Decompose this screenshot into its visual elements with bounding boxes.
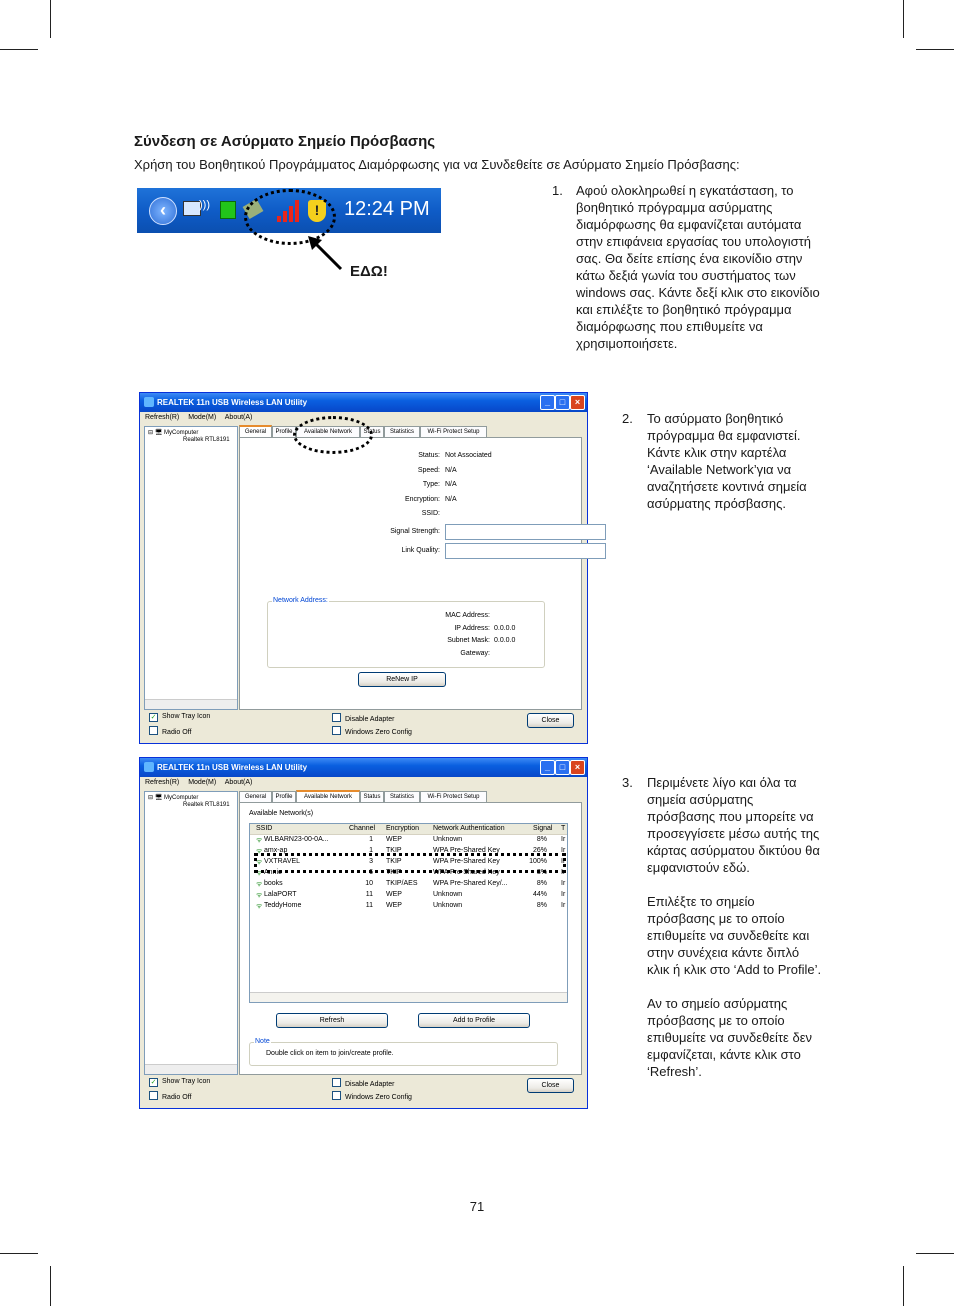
security-shield-icon[interactable]: ! (308, 200, 326, 222)
cell-encryption: WEP (386, 891, 402, 898)
back-arrow-icon[interactable]: ‹ (149, 197, 177, 225)
menu-mode[interactable]: Mode(M) (188, 414, 217, 421)
app-icon (144, 762, 154, 772)
radio-off-checkbox[interactable]: Radio Off (149, 726, 191, 736)
wireless-wave-icon: ))) (199, 199, 210, 211)
cell-auth: Unknown (433, 902, 463, 909)
ssid-label: SSID: (421, 510, 440, 517)
cell-ssid: Annie (264, 869, 282, 876)
step-text: Επιλέξτε το σημείο πρόσβασης με το οποίο επιθυμείτε να συνδεθείτε και στην συνέχεια κάντε διπλό κλικ ή κλικ στο ‘Add to Profile’. (647, 894, 822, 977)
wifi-signal-icon: ᯤ (256, 870, 263, 877)
wifi-signal-icon: ᯤ (256, 881, 263, 888)
menu-refresh[interactable]: Refresh(R) (145, 779, 180, 786)
disable-adapter-checkbox[interactable]: Disable Adapter (332, 713, 394, 723)
col-signal[interactable]: Signal (533, 825, 553, 832)
cell-auth: WPA Pre-Shared Key (433, 847, 500, 854)
mask-label: Subnet Mask: (447, 637, 490, 644)
cell-type: Ir (561, 891, 566, 898)
cell-signal: 100% (529, 858, 547, 865)
cell-type: Ir (561, 880, 566, 887)
here-label: ΕΔΩ! (350, 263, 388, 280)
highlight-row-box (254, 853, 566, 873)
tab-wifi-protect-setup[interactable]: Wi-Fi Protect Setup (420, 426, 487, 437)
tab-available-network[interactable]: Available Network (296, 426, 360, 437)
cell-channel: 1 (369, 836, 373, 843)
close-button[interactable]: Close (527, 1078, 574, 1093)
tray-clock: 12:24 PM (344, 198, 430, 220)
tree-adapter[interactable]: Realtek RTL8191 (183, 437, 230, 443)
cell-signal: 44% (532, 891, 547, 898)
cell-ssid: amx-ap (264, 847, 288, 854)
crop-mark (903, 1266, 904, 1306)
step-3 (622, 774, 822, 1097)
available-panel (239, 802, 582, 1075)
crop-mark (0, 1253, 38, 1254)
step-number: 1. (552, 183, 563, 198)
pointer-arrow-icon (305, 233, 345, 273)
encryption-label: Encryption: (404, 496, 440, 503)
maximize-button[interactable]: □ (555, 760, 570, 775)
app-icon (144, 397, 154, 407)
type-label: Type: (422, 481, 440, 488)
gateway-label: Gateway: (460, 650, 490, 657)
show-tray-checkbox[interactable]: ✓ Show Tray Icon (150, 713, 211, 721)
signal-strength-bar (445, 524, 606, 540)
encryption-value: N/A (445, 496, 457, 503)
close-window-button[interactable]: × (570, 760, 585, 775)
refresh-button[interactable]: Refresh (276, 1013, 388, 1028)
network-list-header (250, 824, 567, 835)
note-text: Double click on item to join/create profile. (266, 1050, 394, 1057)
cell-encryption: TKIP (386, 847, 402, 854)
mac-label: MAC Address: (445, 612, 490, 619)
ip-label: IP Address: (454, 625, 490, 632)
cell-encryption: WEP (386, 902, 402, 909)
link-quality-label: Link Quality: (401, 547, 440, 554)
step-text: Αφού ολοκληρωθεί η εγκατάσταση, το βοηθητικό πρόγραμμα ασύρματης διαμόρφωσης θα εμφανίζεται αυτόματα στην επιφάνεια εργασίας του υπολογιστή σας. Θα δείτε επίσης ένα εικονίδιο στην κάτω δεξιά γωνία του συστήματος των windows σας. Κάντε δεξί κλικ στο εικονίδιο και επιλέξτε το βοηθητικό πρόγραμμα διαμόρφωσης που επιθυμείτε να χρησιμοποιήσετε. (576, 183, 820, 351)
cell-channel: 1 (369, 847, 373, 854)
utility-window-available (139, 757, 588, 1109)
step-2 (622, 410, 822, 512)
note-title: Note (255, 1038, 270, 1045)
cell-ssid: VXTRAVEL (264, 858, 301, 865)
status-value: Not Associated (445, 452, 492, 459)
tab-status[interactable]: Status (360, 791, 384, 802)
minimize-button[interactable]: _ (540, 395, 555, 410)
device-tree[interactable] (144, 426, 238, 710)
page-number: 71 (469, 1199, 485, 1214)
network-list-scrollbar[interactable] (250, 992, 567, 1002)
page-title: Σύνδεση σε Ασύρματο Σημείο Πρόσβασης (134, 133, 436, 150)
cell-ssid: LalaPORT (264, 891, 297, 898)
col-type[interactable]: T (561, 825, 566, 832)
disable-adapter-checkbox[interactable]: Disable Adapter (332, 1078, 394, 1088)
cell-channel: 11 (365, 902, 373, 909)
intro-text: Χρήση του Βοηθητικού Προγράμματος Διαμόρφωσης για να Συνδεθείτε σε Ασύρματο Σημείο Πρόσβασης: (134, 157, 740, 172)
tab-available-network[interactable]: Available Network (296, 790, 360, 803)
menu-about[interactable]: About(A) (224, 414, 253, 421)
cell-signal: 8% (536, 902, 547, 909)
cell-signal: 8% (536, 869, 547, 876)
cell-signal: 8% (536, 836, 547, 843)
network-list[interactable] (249, 823, 568, 1003)
tab-statistics[interactable]: Statistics (384, 426, 420, 437)
general-panel (239, 437, 582, 710)
col-ssid[interactable]: SSID (256, 825, 273, 832)
crop-mark (50, 1266, 51, 1306)
close-window-button[interactable]: × (570, 395, 585, 410)
cell-encryption: WEP (386, 836, 402, 843)
tab-profile[interactable]: Profile (272, 426, 296, 437)
wifi-signal-icon: ᯤ (256, 837, 263, 844)
tab-general[interactable]: General (239, 791, 272, 802)
renew-ip-button[interactable]: ReNew IP (358, 672, 446, 687)
table-row[interactable] (250, 836, 567, 846)
window-title: REALTEK 11n USB Wireless LAN Utility (157, 763, 308, 772)
cell-channel: 11 (365, 891, 373, 898)
tree-scrollbar[interactable] (145, 699, 237, 709)
tree-root[interactable]: ⊟ 🖥 MyComputer (148, 430, 199, 436)
device-tree[interactable] (144, 791, 238, 1075)
step-text: Περιμένετε λίγο και όλα τα σημεία ασύρματης πρόσβασης που μπορείτε να προσεγγίσετε μέσω αυτής της κάρτας ασύρματου δικτύου θα εμφανιστούν εδώ. (647, 775, 820, 875)
cell-signal: 26% (532, 847, 547, 854)
cell-auth: Unknown (433, 891, 463, 898)
tree-scrollbar[interactable] (145, 1064, 237, 1074)
col-encryption[interactable]: Encryption (386, 825, 420, 832)
crop-mark (903, 0, 904, 38)
cell-type: Ir (561, 869, 566, 876)
cell-type: Ir (561, 836, 566, 843)
cell-type: Ir (561, 902, 566, 909)
close-button[interactable]: Close (527, 713, 574, 728)
add-to-profile-button[interactable]: Add to Profile (418, 1013, 530, 1028)
col-channel[interactable]: Channel (349, 825, 376, 832)
col-auth[interactable]: Network Authentication (433, 825, 505, 832)
link-quality-bar (445, 543, 606, 559)
signal-strength-label: Signal Strength: (390, 528, 440, 535)
green-square-icon[interactable] (220, 201, 236, 219)
maximize-button[interactable]: □ (555, 395, 570, 410)
wifi-signal-icon: ᯤ (256, 892, 263, 899)
wifi-signal-icon: ᯤ (256, 848, 263, 855)
step-text: Αν το σημείο ασύρματης πρόσβασης με το οποίο επιθυμείτε να συνδεθείτε δεν εμφανίζεται, κάντε κλικ στο ‘Refresh’. (647, 996, 812, 1079)
step-number: 3. (622, 775, 633, 790)
tab-statistics[interactable]: Statistics (384, 791, 420, 802)
menu-bar (145, 779, 259, 786)
table-row[interactable] (250, 880, 567, 890)
cell-type: Ir (561, 858, 566, 865)
minimize-button[interactable]: _ (540, 760, 555, 775)
type-value: N/A (445, 481, 457, 488)
tab-wifi-protect-setup[interactable]: Wi-Fi Protect Setup (420, 791, 487, 802)
cell-auth: Unknown (433, 836, 463, 843)
cell-signal: 8% (536, 880, 547, 887)
available-heading: Available Network(s) (249, 810, 314, 817)
crop-mark (916, 49, 954, 50)
cell-channel: 3 (369, 858, 373, 865)
cell-ssid: WLBARN23-00-0A... (264, 836, 329, 843)
cell-channel: 10 (365, 880, 373, 887)
window-titlebar[interactable] (140, 393, 587, 412)
speed-value: N/A (445, 467, 457, 474)
highlight-ellipse (293, 416, 373, 454)
cell-ssid: books (264, 880, 283, 887)
network-address-title: Network Address: (273, 597, 328, 604)
status-label: Status: (418, 452, 440, 459)
menu-about[interactable]: About(A) (224, 779, 253, 786)
window-title: REALTEK 11n USB Wireless LAN Utility (157, 398, 308, 407)
cell-encryption: TKIP (386, 858, 402, 865)
tree-root[interactable]: ⊟ 🖥 MyComputer (148, 795, 199, 801)
menu-mode[interactable]: Mode(M) (188, 779, 217, 786)
cell-auth: WPA Pre-Shared Key/... (433, 880, 508, 887)
step-text: Το ασύρματο βοηθητικό πρόγραμμα θα εμφανιστεί. Κάντε κλικ στην καρτέλα ‘Available Network’για να αναζητήσετε κοντινά σημεία ασύρματης πρόσβασης. (647, 411, 807, 511)
crop-mark (50, 0, 51, 38)
step-number: 2. (622, 411, 633, 426)
wifi-signal-icon: ᯤ (256, 859, 263, 866)
crop-mark (0, 49, 38, 50)
cell-encryption: TKIP (386, 869, 402, 876)
cell-ssid: TeddyHome (264, 902, 302, 909)
wzc-checkbox[interactable]: Windows Zero Config (332, 1091, 412, 1101)
cell-auth: WPA Pre-Shared Key (433, 858, 500, 865)
cell-type: Ir (561, 847, 566, 854)
wzc-checkbox[interactable]: Windows Zero Config (332, 726, 412, 736)
tree-adapter[interactable]: Realtek RTL8191 (183, 802, 230, 808)
table-row[interactable] (250, 891, 567, 901)
ip-value: 0.0.0.0 (494, 625, 516, 632)
show-tray-checkbox[interactable]: ✓ Show Tray Icon (150, 1078, 211, 1086)
radio-off-checkbox[interactable]: Radio Off (149, 1091, 191, 1101)
tab-status[interactable]: Status (360, 426, 384, 437)
step-1 (552, 182, 827, 352)
window-titlebar[interactable] (140, 758, 587, 777)
cell-auth: WPA Pre-Shared Key (433, 869, 500, 876)
crop-mark (916, 1253, 954, 1254)
table-row[interactable] (250, 902, 567, 912)
tab-profile[interactable]: Profile (272, 791, 296, 802)
cell-channel: 6 (369, 869, 373, 876)
tab-general[interactable]: General (239, 425, 272, 438)
menu-refresh[interactable]: Refresh(R) (145, 414, 180, 421)
menu-bar (145, 414, 259, 421)
mask-value: 0.0.0.0 (494, 637, 516, 644)
speed-label: Speed: (417, 467, 440, 474)
wifi-signal-icon: ᯤ (256, 903, 263, 910)
cell-encryption: TKIP/AES (386, 880, 418, 887)
